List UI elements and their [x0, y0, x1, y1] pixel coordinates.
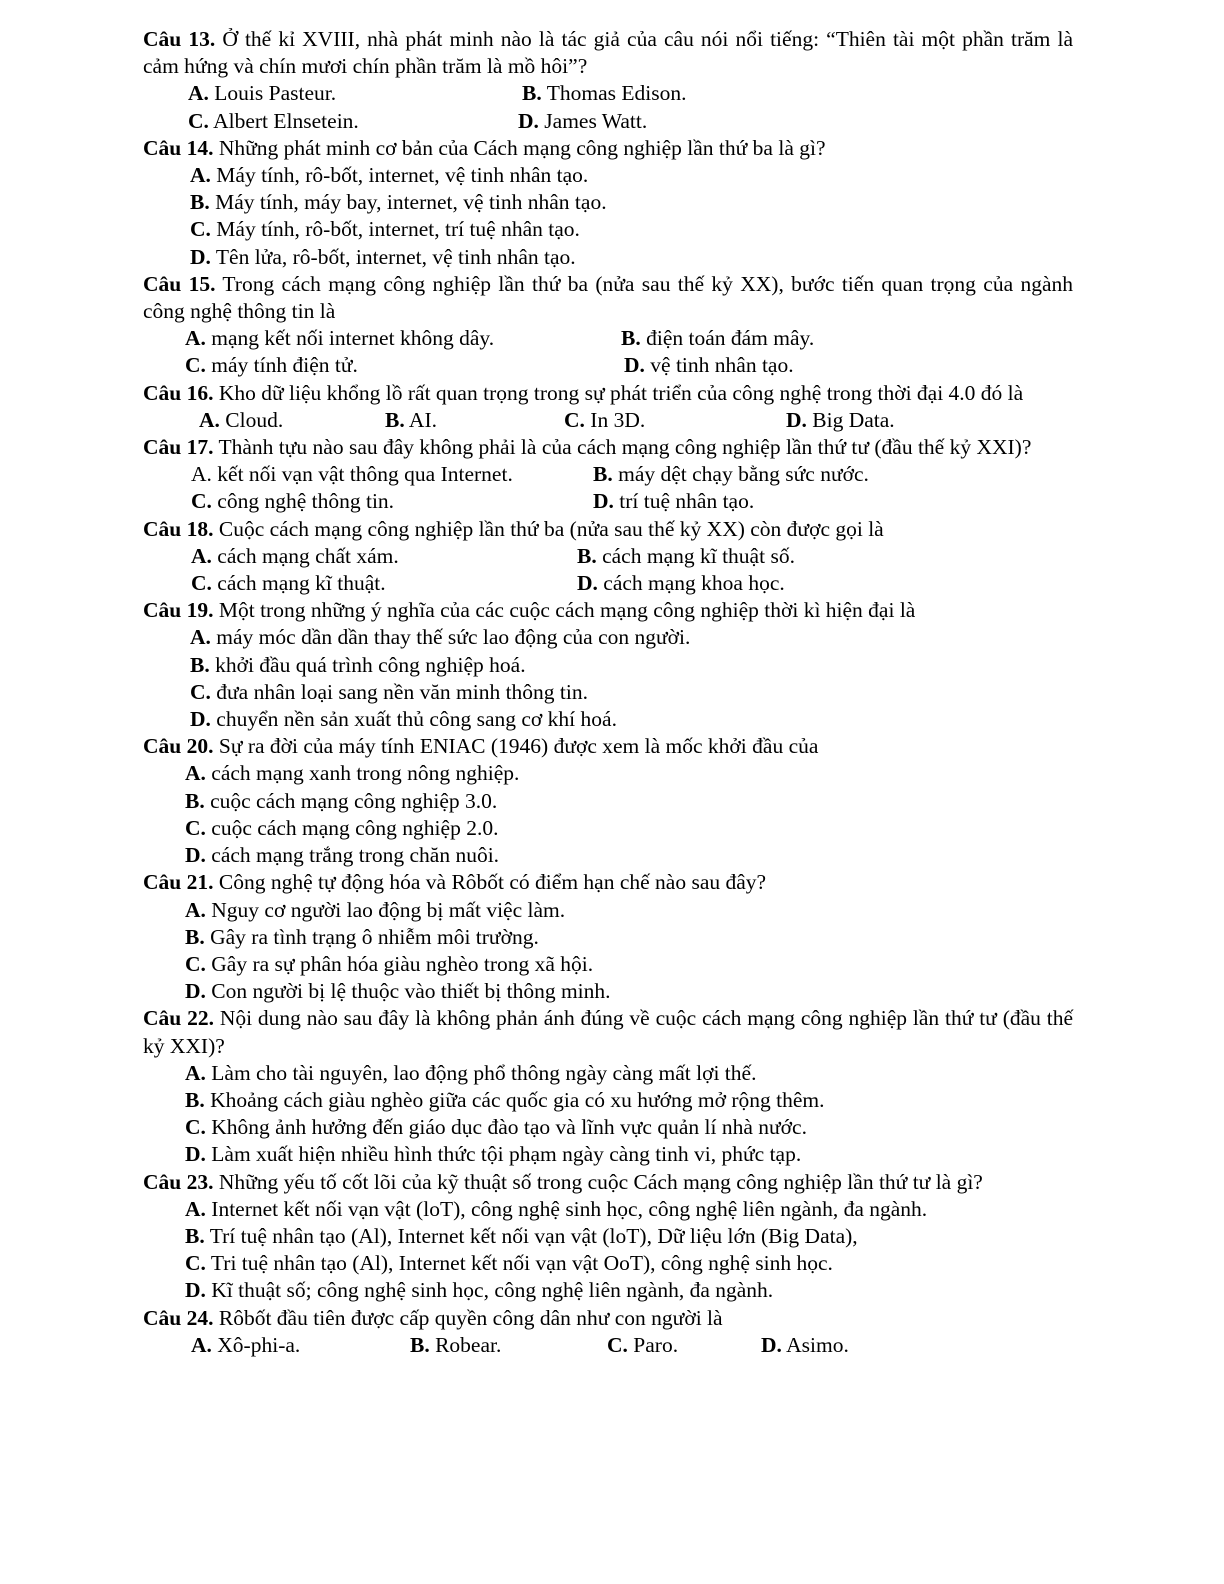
option-b[interactable]: B. Thomas Edison.	[522, 81, 687, 106]
option-c[interactable]: C. đưa nhân loại sang nền văn minh thông tin.	[190, 679, 588, 704]
option-d[interactable]: D. cách mạng trắng trong chăn nuôi.	[185, 843, 500, 868]
options-13	[143, 80, 1073, 134]
option-c[interactable]: C. công nghệ thông tin.	[191, 489, 395, 514]
option-a[interactable]: A. Internet kết nối vạn vật (loT), công nghệ sinh học, công nghệ liên ngành, đa ngành.	[185, 1196, 928, 1221]
options-20	[185, 760, 1073, 869]
option-a[interactable]: A. mạng kết nối internet không dây.	[185, 326, 495, 351]
question-text: Rôbốt đầu tiên được cấp quyền công dân như con người là	[218, 1305, 723, 1330]
option-c[interactable]: C. Albert Elnsetein.	[188, 108, 359, 133]
question-number: Câu 18.	[143, 516, 214, 541]
question-15	[143, 271, 1073, 325]
option-a[interactable]: A. Louis Pasteur.	[188, 81, 337, 106]
option-b[interactable]: B. Gây ra tình trạng ô nhiễm môi trường.	[185, 924, 539, 949]
option-d[interactable]: D. vệ tinh nhân tạo.	[624, 353, 794, 378]
option-d[interactable]: D. James Watt.	[518, 108, 648, 133]
option-c[interactable]: C. máy tính điện tử.	[185, 353, 358, 378]
question-number: Câu 14.	[143, 135, 214, 160]
question-21	[143, 869, 1073, 896]
question-16	[143, 380, 1073, 407]
question-13	[143, 26, 1073, 80]
option-a[interactable]: A. Xô-phi-a.	[191, 1332, 301, 1357]
options-18	[143, 543, 1073, 597]
option-c[interactable]: C. Gây ra sự phân hóa giàu nghèo trong xã hội.	[185, 951, 594, 976]
question-17	[143, 434, 1073, 461]
option-a[interactable]: A. Máy tính, rô-bốt, internet, vệ tinh nhân tạo.	[190, 163, 589, 188]
question-text: Thành tựu nào sau đây không phải là của cách mạng công nghiệp lần thứ tư (đầu thế kỷ XXI)?	[218, 435, 1032, 460]
option-d[interactable]: D. Tên lửa, rô-bốt, internet, vệ tinh nhân tạo.	[190, 244, 576, 269]
option-b[interactable]: B. khởi đầu quá trình công nghiệp hoá.	[190, 652, 526, 677]
option-a[interactable]: A. cách mạng chất xám.	[191, 543, 399, 568]
option-c[interactable]: C. cuộc cách mạng công nghiệp 2.0.	[185, 815, 499, 840]
options-14	[190, 162, 1073, 271]
options-17	[143, 461, 1073, 515]
option-b[interactable]: B. AI.	[385, 407, 437, 432]
options-22	[185, 1060, 1073, 1169]
option-b[interactable]: B. cuộc cách mạng công nghiệp 3.0.	[185, 788, 498, 813]
question-text: Ở thế kỉ XVIII, nhà phát minh nào là tác giả của câu nói nổi tiếng: “Thiên tài một phần trăm là cảm hứng và chín mươi chín phần trăm là mồ hôi”?	[143, 27, 1074, 79]
option-b[interactable]: B. cách mạng kĩ thuật số.	[577, 543, 795, 568]
option-a[interactable]: A. Cloud.	[199, 407, 284, 432]
option-c[interactable]: C. Không ảnh hưởng đến giáo dục đào tạo và lĩnh vực quản lí nhà nước.	[185, 1115, 807, 1140]
question-number: Câu 20.	[143, 734, 214, 759]
question-number: Câu 19.	[143, 598, 214, 623]
question-text: Những phát minh cơ bản của Cách mạng công nghiệp lần thứ ba là gì?	[218, 135, 826, 160]
question-number: Câu 16.	[143, 380, 214, 405]
question-text: Những yếu tố cốt lõi của kỹ thuật số trong cuộc Cách mạng công nghiệp lần thứ tư là gì?	[218, 1169, 983, 1194]
option-d[interactable]: D. trí tuệ nhân tạo.	[593, 489, 755, 514]
question-number: Câu 13.	[143, 27, 216, 51]
question-text: Cuộc cách mạng công nghiệp lần thứ ba (nửa sau thế kỷ XX) còn được gọi là	[218, 516, 884, 541]
options-23	[185, 1196, 1073, 1305]
option-d[interactable]: D. cách mạng khoa học.	[577, 571, 785, 596]
question-24	[143, 1305, 1073, 1332]
question-18	[143, 516, 1073, 543]
option-a[interactable]: A. kết nối vạn vật thông qua Internet.	[191, 462, 513, 487]
question-text: Kho dữ liệu khổng lồ rất quan trọng trong sự phát triển của công nghệ trong thời đại 4.0 đó là	[218, 380, 1024, 405]
question-20	[143, 733, 1073, 760]
question-text: Công nghệ tự động hóa và Rôbốt có điểm hạn chế nào sau đây?	[218, 870, 767, 895]
question-19	[143, 597, 1073, 624]
option-b[interactable]: B. Máy tính, máy bay, internet, vệ tinh nhân tạo.	[190, 190, 607, 215]
question-23	[143, 1169, 1073, 1196]
option-a[interactable]: A. máy móc dần dần thay thế sức lao động của con người.	[190, 625, 691, 650]
question-14	[143, 135, 1073, 162]
question-text: Trong cách mạng công nghiệp lần thứ ba (nửa sau thế kỷ XX), bước tiến quan trọng của ngành công nghệ thông tin là	[143, 271, 1073, 324]
option-d[interactable]: D. chuyển nền sản xuất thủ công sang cơ khí hoá.	[190, 707, 617, 732]
option-b[interactable]: B. Robear.	[410, 1332, 502, 1357]
question-22	[143, 1005, 1073, 1059]
option-d[interactable]: D. Làm xuất hiện nhiều hình thức tội phạm ngày càng tinh vi, phức tạp.	[185, 1142, 802, 1167]
option-c[interactable]: C. Máy tính, rô-bốt, internet, trí tuệ nhân tạo.	[190, 217, 580, 242]
question-number: Câu 24.	[143, 1305, 214, 1330]
option-b[interactable]: B. Trí tuệ nhân tạo (Al), Internet kết nối vạn vật (loT), Dữ liệu lớn (Big Data),	[185, 1223, 858, 1248]
option-c[interactable]: C. Paro.	[607, 1332, 679, 1357]
exam-page	[143, 26, 1073, 1359]
option-d[interactable]: D. Con người bị lệ thuộc vào thiết bị thông minh.	[185, 979, 611, 1004]
option-c[interactable]: C. Tri tuệ nhân tạo (Al), Internet kết nối vạn vật OoT), công nghệ sinh học.	[185, 1251, 833, 1276]
options-21	[185, 897, 1073, 1006]
option-b[interactable]: B. điện toán đám mây.	[621, 326, 815, 351]
question-number: Câu 15.	[143, 271, 216, 296]
question-number: Câu 21.	[143, 870, 214, 895]
question-text: Một trong những ý nghĩa của các cuộc cách mạng công nghiệp thời kì hiện đại là	[218, 598, 916, 623]
option-d[interactable]: D. Kĩ thuật số; công nghệ sinh học, công nghệ liên ngành, đa ngành.	[185, 1278, 774, 1303]
options-15	[143, 325, 1073, 379]
option-b[interactable]: B. Khoảng cách giàu nghèo giữa các quốc gia có xu hướng mở rộng thêm.	[185, 1087, 825, 1112]
option-a[interactable]: A. Nguy cơ người lao động bị mất việc làm.	[185, 897, 566, 922]
question-number: Câu 23.	[143, 1169, 214, 1194]
option-a[interactable]: A. Làm cho tài nguyên, lao động phổ thông ngày càng mất lợi thế.	[185, 1060, 757, 1085]
option-c[interactable]: C. cách mạng kĩ thuật.	[191, 571, 386, 596]
options-24	[143, 1332, 1073, 1359]
option-b[interactable]: B. máy dệt chạy bằng sức nước.	[593, 462, 869, 487]
option-a[interactable]: A. cách mạng xanh trong nông nghiệp.	[185, 761, 520, 786]
options-16	[143, 407, 1073, 434]
option-d[interactable]: D. Big Data.	[786, 407, 895, 432]
question-number: Câu 22.	[143, 1006, 214, 1031]
option-c[interactable]: C. In 3D.	[564, 407, 646, 432]
option-d[interactable]: D. Asimo.	[761, 1332, 849, 1357]
question-number: Câu 17.	[143, 435, 214, 460]
options-19	[190, 624, 1073, 733]
question-text: Nội dung nào sau đây là không phản ánh đúng về cuộc cách mạng công nghiệp lần thứ tư (đầu thế kỷ XXI)?	[143, 1006, 1074, 1058]
question-text: Sự ra đời của máy tính ENIAC (1946) được xem là mốc khởi đầu của	[218, 734, 819, 759]
